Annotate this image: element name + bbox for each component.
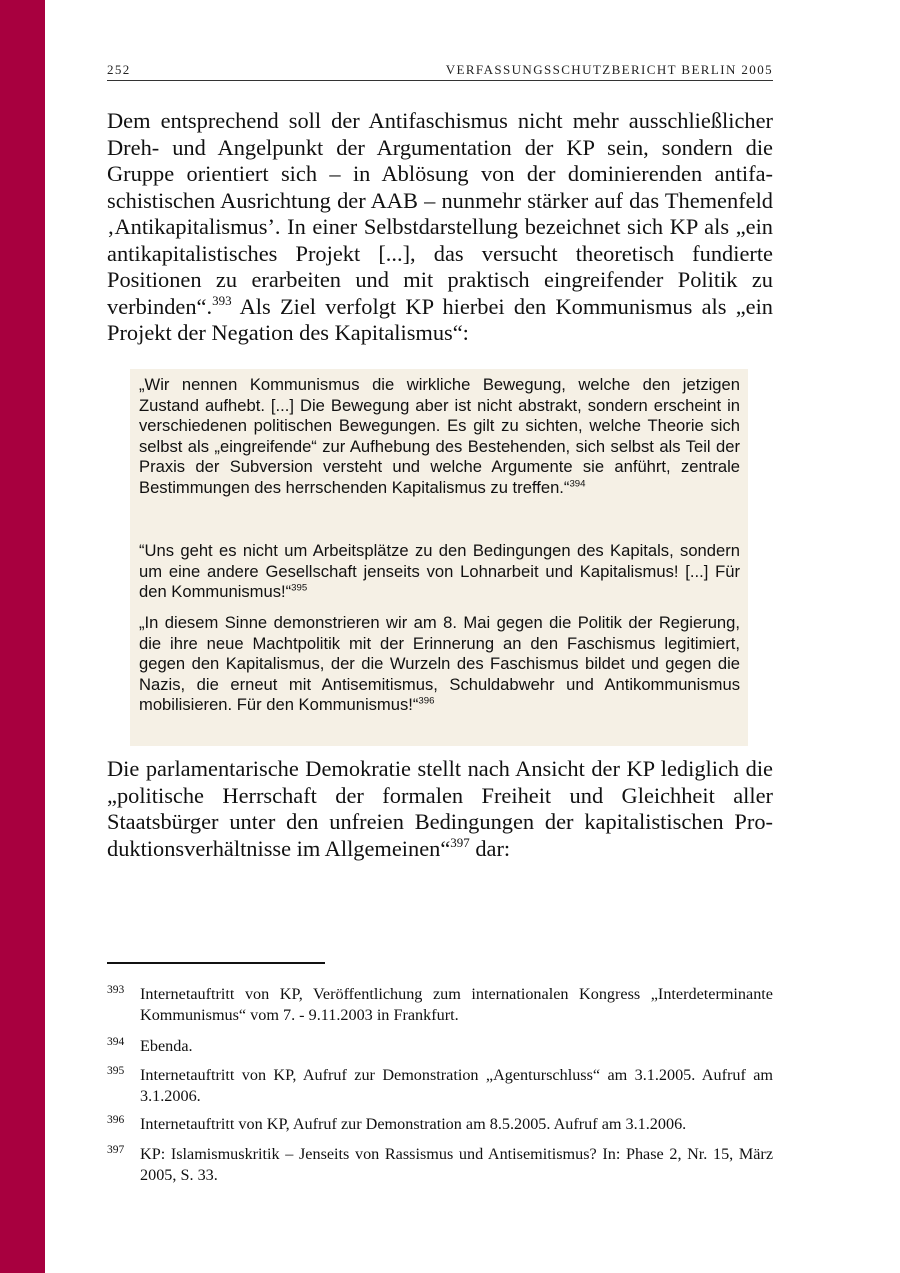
block-quote-2 — [139, 541, 740, 603]
quote-text: „Wir nennen Kommunismus die wirkliche Bewegung, welche den jetzigen Zustand aufhebt. [...] Die Bewegung aber ist nicht abstrakt, sondern erscheint in verschiedenen politischen Bewegungen. Es gilt zu sichten, welche Theorie sich selbst als „eingreifende“ zur Aufhebung des Bestehenden, sich selbst als Teil der Praxis der Subversion versteht und welche Argumente sie anführt, zentrale Bestimmungen des herrschenden Kapitalismus zu treffen.“ — [139, 375, 740, 497]
footnote-text: Ebenda. — [140, 1037, 193, 1055]
footnote-number: 397 — [107, 1144, 125, 1156]
footnote-394 — [107, 1036, 773, 1057]
footnote-ref-395[interactable]: 395 — [291, 582, 308, 594]
paragraph-text: Die parlamentarische Demokratie stellt nach Ansicht der KP lediglich die „politische Herrschaft der formalen Freiheit und Gleichheit aller Staatsbürger unter den unfreien Bedingungen der kapitalistischen Produktionsverhältnisse im Allgemeinen“ — [107, 756, 773, 861]
paragraph-text: Als Ziel verfolgt KP hierbei den Kommunismus als „ein Projekt der Negation des Kapitalismus“: — [107, 293, 773, 345]
footnote-number: 396 — [107, 1114, 125, 1126]
footnote-ref-394[interactable]: 394 — [569, 478, 586, 490]
margin-color-bar — [0, 0, 45, 1273]
body-paragraph-1 — [107, 108, 773, 347]
footnote-393 — [107, 984, 773, 1025]
page-number: 252 — [107, 62, 131, 77]
body-paragraph-2 — [107, 756, 773, 862]
footnote-number: 394 — [107, 1036, 125, 1048]
footnote-text: Internetauftritt von KP, Aufruf zur Demonstration „Agenturschluss“ am 3.1.2005. Aufruf am 3.1.2006. — [140, 1066, 773, 1105]
header-rule — [107, 80, 773, 81]
footnote-number: 395 — [107, 1065, 125, 1077]
quote-text: „In diesem Sinne demonstrieren wir am 8. Mai gegen die Politik der Regierung, die ihre neue Machtpolitik mit der Erinnerung an den Faschismus legitimiert, gegen den Kapitalismus, der die Wurzeln des Faschismus bildet und gegen die Nazis, die erneut mit Antisemitismus, Schuldabwehr und Antikommunismus mobilisieren. Für den Kommunismus!“ — [139, 613, 740, 715]
footnote-ref-396[interactable]: 396 — [418, 695, 435, 707]
footnote-ref-393[interactable]: 393 — [212, 292, 232, 308]
quote-text: “Uns geht es nicht um Arbeitsplätze zu den Bedingungen des Kapitals, sondern um eine andere Gesellschaft jenseits von Lohnarbeit und Kapitalismus! [...] Für den Kommunismus!“ — [139, 541, 740, 602]
footnote-separator — [107, 962, 325, 964]
block-quote-3 — [139, 613, 740, 716]
footnote-395 — [107, 1065, 773, 1106]
running-title: VERFASSUNGSSCHUTZBERICHT BERLIN 2005 — [445, 62, 773, 77]
paragraph-text: Dem entsprechend soll der Antifaschismus nicht mehr ausschließlicher Dreh- und Angelpunkt der Argumentation der KP sein, sondern die Gruppe orientiert sich – in Ablösung von der dominierenden antifaschistischen Ausrichtung der AAB – nunmehr stärker auf das Themenfeld ‚Antikapitalismus’. In einer Selbstdarstellung bezeichnet sich KP als „ein antikapitalistisches Projekt [...], das versucht theoretisch fundierte Positionen zu erarbeiten und mit praktisch eingreifender Politik zu verbinden“. — [107, 108, 773, 319]
footnote-text: Internetauftritt von KP, Aufruf zur Demonstration am 8.5.2005. Aufruf am 3.1.2006. — [140, 1115, 687, 1133]
block-quote-1 — [139, 375, 740, 499]
footnote-ref-397[interactable]: 397 — [450, 834, 470, 850]
paragraph-text: dar: — [469, 835, 511, 861]
footnote-text: KP: Islamismuskritik – Jenseits von Rassismus und Antisemitismus? In: Phase 2, Nr. 15, März 2005, S. 33. — [140, 1145, 773, 1184]
footnote-397 — [107, 1144, 773, 1185]
page-header — [107, 62, 773, 78]
footnote-text: Internetauftritt von KP, Veröffentlichung zum internationalen Kongress „Interdeterminante Kommunismus“ vom 7. - 9.11.2003 in Frankfurt. — [140, 985, 773, 1024]
footnote-396 — [107, 1114, 773, 1135]
footnote-number: 393 — [107, 984, 125, 996]
